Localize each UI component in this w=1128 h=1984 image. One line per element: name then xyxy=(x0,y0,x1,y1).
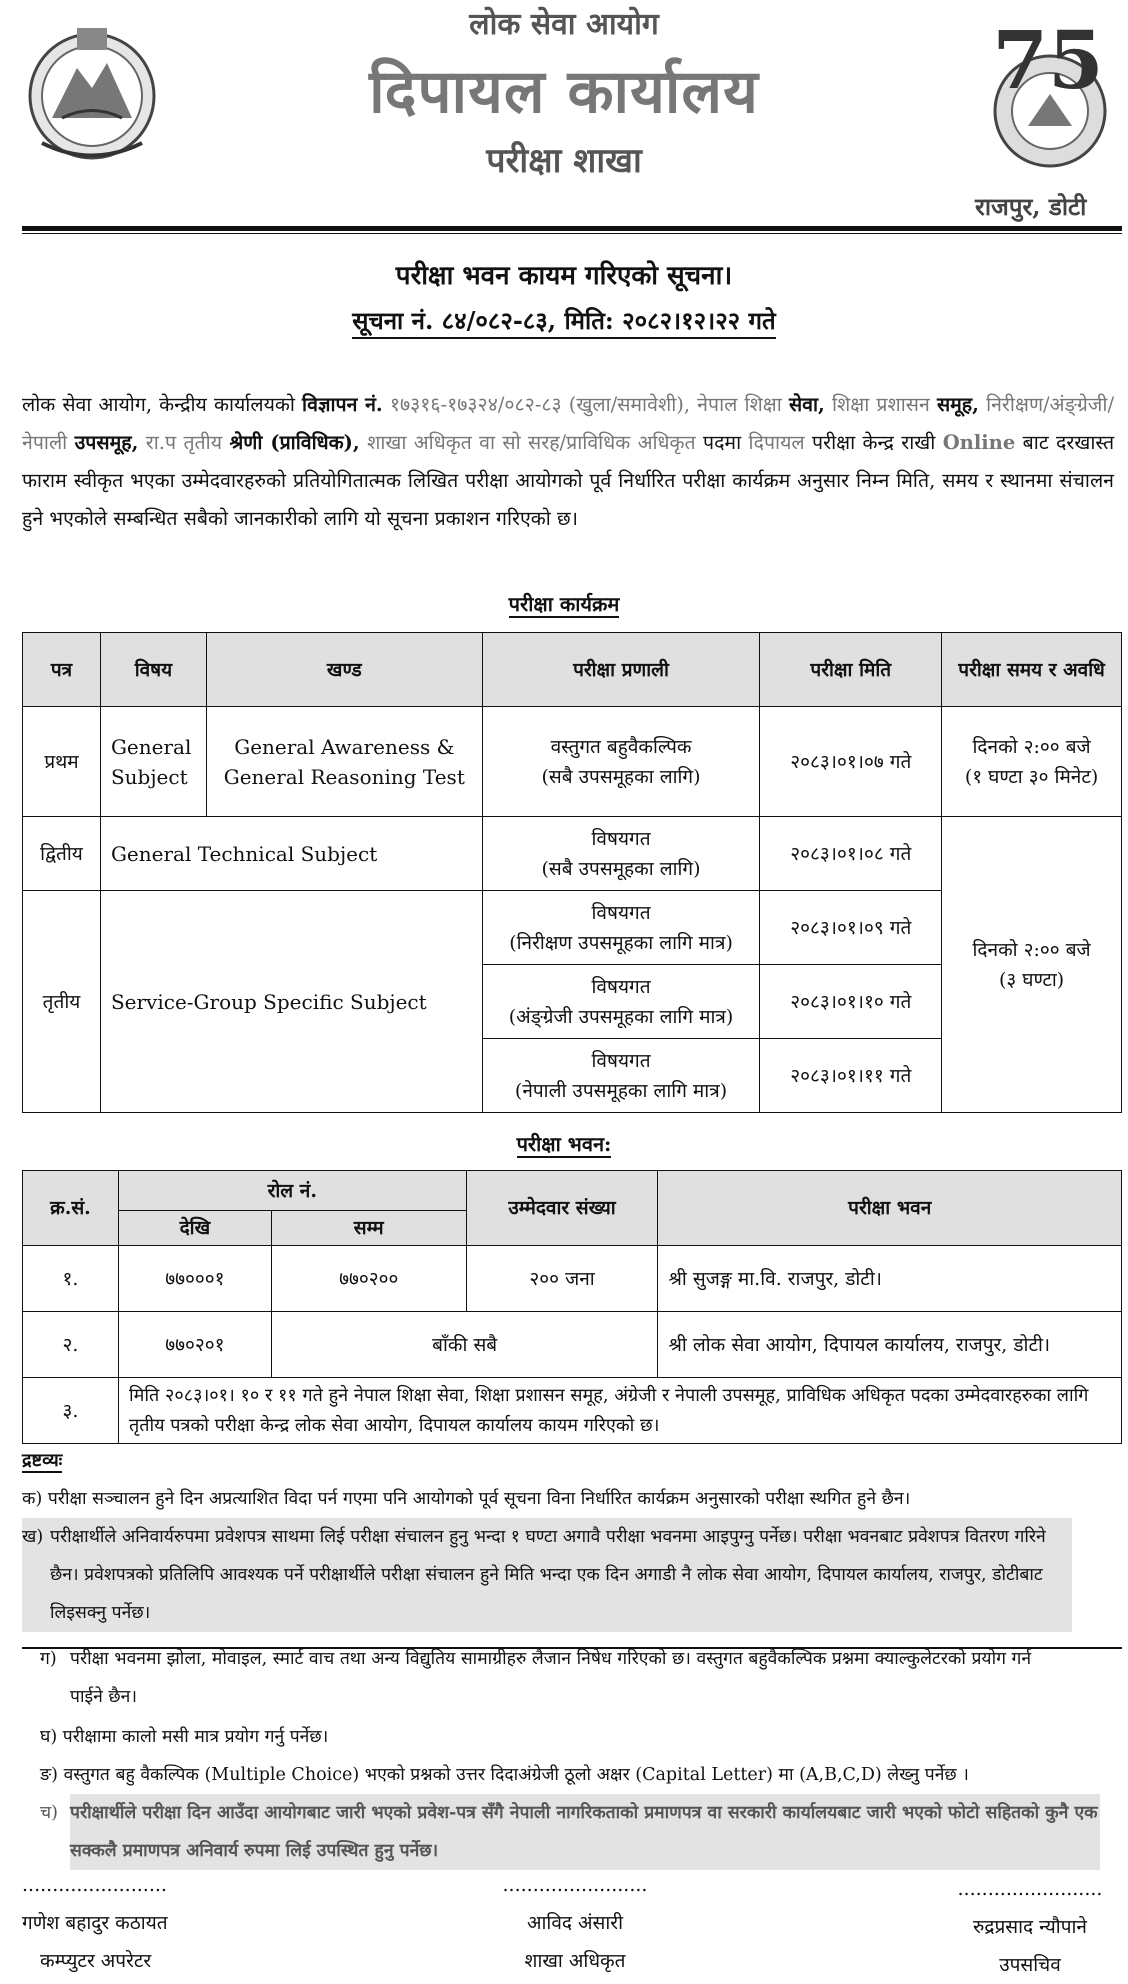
schedule-table xyxy=(22,632,1122,1113)
table-row: २. ७७०२०१ बाँकी सबै श्री लोक सेवा आयोग, दिपायल कार्यालय, राजपुर, डोटी। xyxy=(23,1312,1122,1378)
col-time: परीक्षा समय र अवधि xyxy=(942,633,1122,707)
notice-title: परीक्षा भवन कायम गरिएको सूचना। xyxy=(395,261,733,291)
signature-2: ........................ आविद अंसारी शाखा अधिकृत xyxy=(502,1874,648,1972)
notice-body: लोक सेवा आयोग, केन्द्रीय कार्यालयको विज्ञापन नं. १७३१६-१७३२४/०८२-८३ (खुला/समावेशी), नेपाल शिक्षा सेवा, शिक्षा प्रशासन समूह, निरीक्षण/अंङ्ग्रेजी/नेपाली उपसमूह, रा.प तृतीय श्रेणी (प्राविधिक), शाखा अधिकृत वा सो सरह/प्राविधिक अधिकृत पदमा दिपायल परीक्षा केन्द्र राखी Online बाट दरखास्त फाराम स्वीकृत भएका उम्मेदवारहरुको प्रतियोगितात्मक लिखित परीक्षा आयोगको पूर्व निर्धारित परीक्षा कार्यक्रम अनुसार निम्न मिति, समय र स्थानमा संचालन हुने भएकोले सम्बन्धित सबैको जानकारीको लागि यो सूचना प्रकाशन गरिएको छ। xyxy=(22,393,1115,530)
table-row: द्वितीय General Technical Subject विषयगत (सबै उपसमूहका लागि) २०८३।०१।०८ गते दिनको २:०० बजे (३ घण्टा) xyxy=(23,817,1122,891)
venue-caption: परीक्षा भवन: xyxy=(516,1132,612,1156)
col-section: खण्ड xyxy=(206,633,482,707)
note-ga: ग) परीक्षा भवनमा झोला, मोवाइल, स्मार्ट वाच तथा अन्य विद्युतिय सामाग्रीहरु लैजान निषेध गरिएको छ। वस्तुगत बहुवैकल्पिक प्रश्नमा क्याल्कुलेटरको प्रयोग गर्न पाईने छैन। xyxy=(40,1649,1032,1707)
notice-ref: सूचना नं. ८४/०८२-८३, मिति: २०८२।१२।२२ गते xyxy=(0,304,1128,337)
notes-heading: द्रष्टव्यः xyxy=(22,1450,63,1471)
section-name: परीक्षा शाखा xyxy=(486,141,642,181)
header-rule-thin xyxy=(22,233,1122,234)
logo-number: 75 xyxy=(992,16,1104,107)
header-rule xyxy=(22,226,1122,231)
table-row: विषयगत (नेपाली उपसमूहका लागि मात्र) २०८३।०१।११ गते xyxy=(23,1039,1122,1113)
table-header-row: क्र.सं. रोल नं. उम्मेदवार संख्या परीक्षा भवन xyxy=(23,1171,1122,1211)
note-ka: क) परीक्षा सञ्चालन हुने दिन अप्रत्याशित विदा पर्न गएमा पनि आयोगको पूर्व सूचना विना निर्धारित कार्यक्रम अनुसारको परीक्षा स्थगित हुने छैन। xyxy=(22,1489,911,1509)
note-kha: ख) परीक्षार्थीले अनिवार्यरुपमा प्रवेशपत्र साथमा लिई परीक्षा संचालन हुनु भन्दा १ घण्टा अगावै परीक्षा भवनमा आइपुग्नु पर्नेछ। परीक्षा भवनबाट प्रवेशपत्र वितरण गरिने छैन। प्रवेशपत्रको प्रतिलिपि आवश्यक पर्ने परीक्षार्थीले परीक्षा संचालन हुने मिति भन्दा एक दिन अगाडी नै लोक सेवा आयोग, दिपायल कार्यालय, राजपुर, डोटीबाट लिइसक्नु पर्नेछ। xyxy=(22,1518,1072,1632)
table-row: ३. मिति २०८३।०१। १० र ११ गते हुने नेपाल शिक्षा सेवा, शिक्षा प्रशासन समूह, अंग्रेजी र नेपाली उपसमूह, प्राविधिक अधिकृत पदका उम्मेदवारहरुका लागि तृतीय पत्रको परीक्षा केन्द्र लोक सेवा आयोग, दिपायल कार्यालय कायम गरिएको छ। xyxy=(23,1378,1122,1444)
table-row: तृतीय Service-Group Specific Subject विषयगत (निरीक्षण उपसमूहका लागि मात्र) २०८३।०१।०९ गते xyxy=(23,891,1122,965)
col-system: परीक्षा प्रणाली xyxy=(482,633,760,707)
schedule-caption: परीक्षा कार्यक्रम xyxy=(508,592,620,616)
office-location: राजपुर, डोटी xyxy=(975,192,1087,221)
col-paper: पत्र xyxy=(23,633,101,707)
table-header-row xyxy=(23,633,1122,707)
col-subject: विषय xyxy=(100,633,206,707)
anniversary-logo xyxy=(980,16,1120,186)
col-date: परीक्षा मिति xyxy=(760,633,942,707)
table-row: १. ७७०००१ ७७०२०० २०० जना श्री सुजङ्ग मा.वि. राजपुर, डोटी। xyxy=(23,1246,1122,1312)
note-cha: च) परीक्षार्थीले परीक्षा दिन आउँदा आयोगबाट जारी भएको प्रवेश-पत्र सँगै नेपाली नागरिकताको प्रमाणपत्र वा सरकारी कार्यालयबाट जारी भएको फोटो सहितको कुनै एक सक्कलै प्रमाणपत्र अनिवार्य रुपमा लिई उपस्थित हुनु पर्नेछ। xyxy=(40,1794,1100,1870)
signature-3: ........................ रुद्रप्रसाद न्यौपाने उपसचिव xyxy=(957,1878,1103,1976)
note-nga: ङ) वस्तुगत बहु वैकल्पिक (Multiple Choice) भएको प्रश्नको उत्तर दिदाअंग्रेजी ठूलो अक्षर (Capital Letter) मा (A,B,C,D) लेख्नु पर्नेछ । xyxy=(40,1765,969,1785)
signature-1: ........................ गणेश बहादुर कठायत कम्प्युटर अपरेटर xyxy=(22,1874,168,1972)
table-row: विषयगत (अंङ्ग्रेजी उपसमूहका लागि मात्र) २०८३।०१।१० गते xyxy=(23,965,1122,1039)
note-gha: घ) परीक्षामा कालो मसी मात्र प्रयोग गर्नु पर्नेछ। xyxy=(40,1727,329,1747)
table-row: प्रथम General Subject General Awareness & General Reasoning Test वस्तुगत बहुवैकल्पिक (सबै उपसमूहका लागि) २०८३।०१।०७ गते दिनको २:०० बजे (१ घण्टा ३० मिनेट) xyxy=(23,707,1122,817)
org-name: लोक सेवा आयोग xyxy=(469,7,659,42)
office-name: दिपायल कार्यालय xyxy=(369,57,759,127)
venue-table: क्र.सं. रोल नं. उम्मेदवार संख्या परीक्षा भवन देखि सम्म १. ७७०००१ ७७०२०० २०० जना श्री सुजङ्ग मा.वि. राजपुर, डोटी। २. ७७०२०१ बाँकी सबै श्री लोक सेवा आयोग, दिपायल कार्यालय, राजपुर, डोटी। ३. मिति २०८३।०१। १० र ११ गते हुने नेपाल शिक्षा सेवा, शिक्षा प्रशासन समूह, अंग्रेजी र नेपाली उपसमूह, प्राविधिक अधिकृत पदका उम्मेदवारहरुका लागि तृतीय पत्रको परीक्षा केन्द्र लोक सेवा आयोग, दिपायल कार्यालय कायम गरिएको छ। xyxy=(22,1170,1122,1444)
